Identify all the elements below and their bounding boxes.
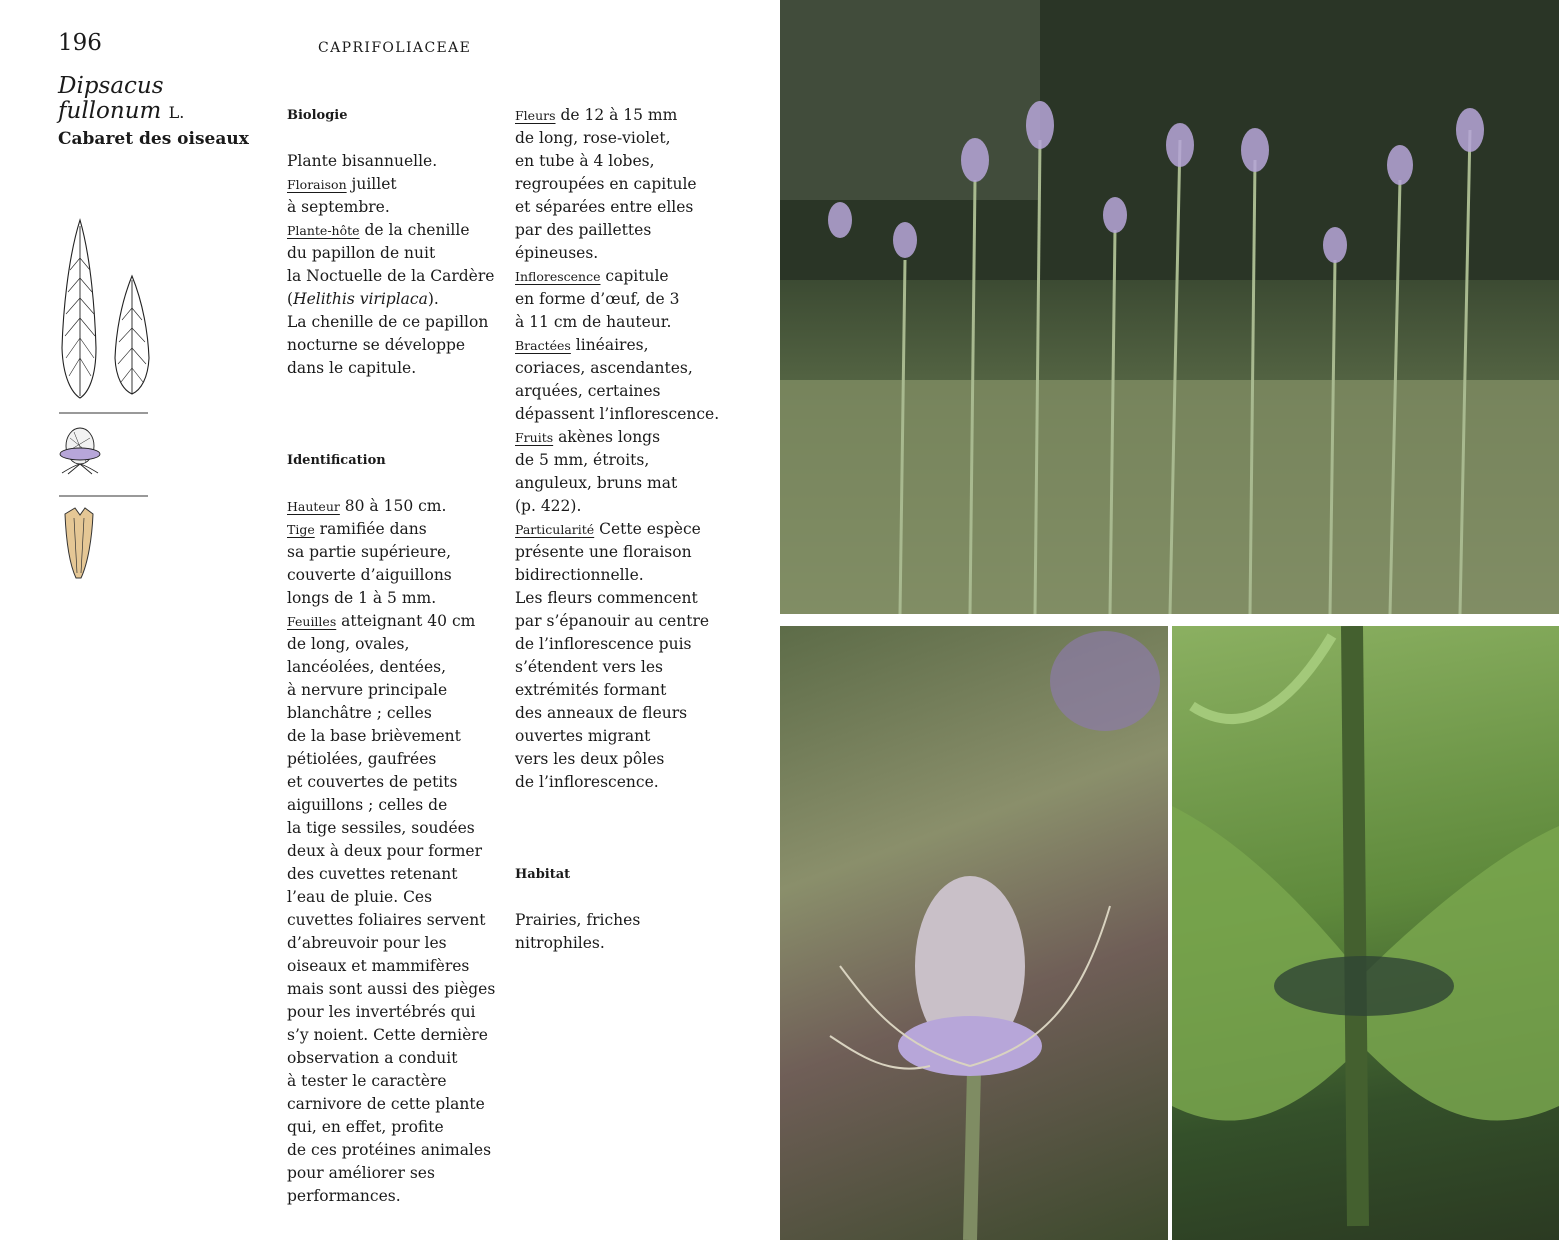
text-column-1 — [287, 81, 502, 1231]
leaf-large-illustration — [62, 220, 96, 398]
term-fruits: Fruits — [515, 430, 554, 445]
text-column-2 — [515, 81, 765, 978]
section-heading-habitat: Habitat — [515, 867, 571, 882]
page-number: 196 — [58, 30, 102, 56]
teasel-field-photo — [780, 0, 1559, 614]
author-abbrev: L. — [168, 103, 185, 122]
leaf-cup-image — [1172, 626, 1559, 1240]
latin-name — [58, 74, 258, 125]
latin-species: fullonum — [58, 98, 162, 124]
biologie-text — [287, 150, 502, 380]
identification-text — [287, 495, 502, 1208]
leaf-cup-photo — [1172, 626, 1559, 1240]
hauteur-text: 80 à 150 cm. — [339, 497, 447, 515]
term-floraison: Floraison — [287, 177, 347, 192]
term-plante-hote: Plante-hôte — [287, 223, 360, 238]
flowerhead-illustration — [60, 428, 100, 474]
plante-hote-italic: Helithis viriplaca — [293, 290, 428, 308]
flowerhead-closeup-image — [780, 626, 1168, 1240]
species-title — [58, 74, 258, 150]
section-heading-biologie: Biologie — [287, 108, 348, 123]
botanical-illustrations — [58, 218, 150, 588]
term-bractees: Bractées — [515, 338, 571, 353]
family-name: CAPRIFOLIACEAE — [318, 40, 472, 56]
teasel-field-image — [780, 0, 1559, 614]
section-heading-identification: Identification — [287, 453, 386, 468]
habitat-text: Prairies, friches nitrophiles. — [515, 911, 641, 952]
term-inflorescence: Inflorescence — [515, 269, 601, 284]
fruits-text: akènes longs de 5 mm, étroits, anguleux, bruns mat (p. 422). — [515, 428, 678, 515]
inflorescence-text: capitule en forme d’œuf, de 3 à 11 cm de hauteur. — [515, 267, 680, 331]
fleurs-text: de 12 à 15 mm de long, rose-violet, en tube à 4 lobes, regroupées en capitule et séparées entre elles par des paillettes épineuses. — [515, 106, 697, 262]
bractees-text: linéaires, coriaces, ascendantes, arquées, certaines dépassent l’inflorescence. — [515, 336, 720, 423]
achene-illustration — [65, 508, 93, 578]
teasel-flowerhead-closeup-photo — [780, 626, 1168, 1240]
term-hauteur: Hauteur — [287, 499, 340, 514]
plante-hote-text-2: ). La chenille de ce papillon nocturne se développe dans le capitule. — [287, 290, 489, 377]
floraison-text: juillet à septembre. — [287, 175, 397, 216]
term-fleurs: Fleurs — [515, 108, 556, 123]
feuilles-text: atteignant 40 cm de long, ovales, lancéolées, dentées, à nervure principale blanchâtre ; celles de la base brièvement pétiolées, gaufrées et couvertes de petits aiguillons ; celles de la tige sessiles, soudées deux à deux pour former des cuvettes retenant l’eau de pluie. Ces cuvettes foliaires servent d’abreuvoir pour les oiseaux et mammifères mais sont aussi des pièges pour les invertébrés qui s’y noient. Cette dernière observation a conduit à tester le caractère carnivore de cette plante qui, en effet, profite de ces protéines animales pour améliorer ses performances. — [287, 612, 496, 1205]
term-tige: Tige — [287, 522, 315, 537]
tige-text: ramifiée dans sa partie supérieure, couverte d’aiguillons longs de 1 à 5 mm. — [287, 520, 452, 607]
identification-text-continued — [515, 104, 765, 794]
latin-genus: Dipsacus — [58, 73, 164, 99]
term-particularite: Particularité — [515, 522, 595, 537]
biologie-line: Plante bisannuelle. — [287, 152, 438, 170]
plante-hote-text-1: de la chenille du papillon de nuit la Noctuelle de la Cardère ( — [287, 221, 495, 308]
term-feuilles: Feuilles — [287, 614, 337, 629]
illustration-strip — [58, 218, 150, 588]
leaf-small-illustration — [115, 276, 149, 394]
common-name: Cabaret des oiseaux — [58, 129, 249, 149]
particularite-text: Cette espèce présente une floraison bidirectionnelle. Les fleurs commencent par s’épanouir au centre de l’inflorescence puis s’étendent vers les extrémités formant des anneaux de fleurs ouvertes migrant vers les deux pôles de l’inflorescence. — [515, 520, 710, 791]
